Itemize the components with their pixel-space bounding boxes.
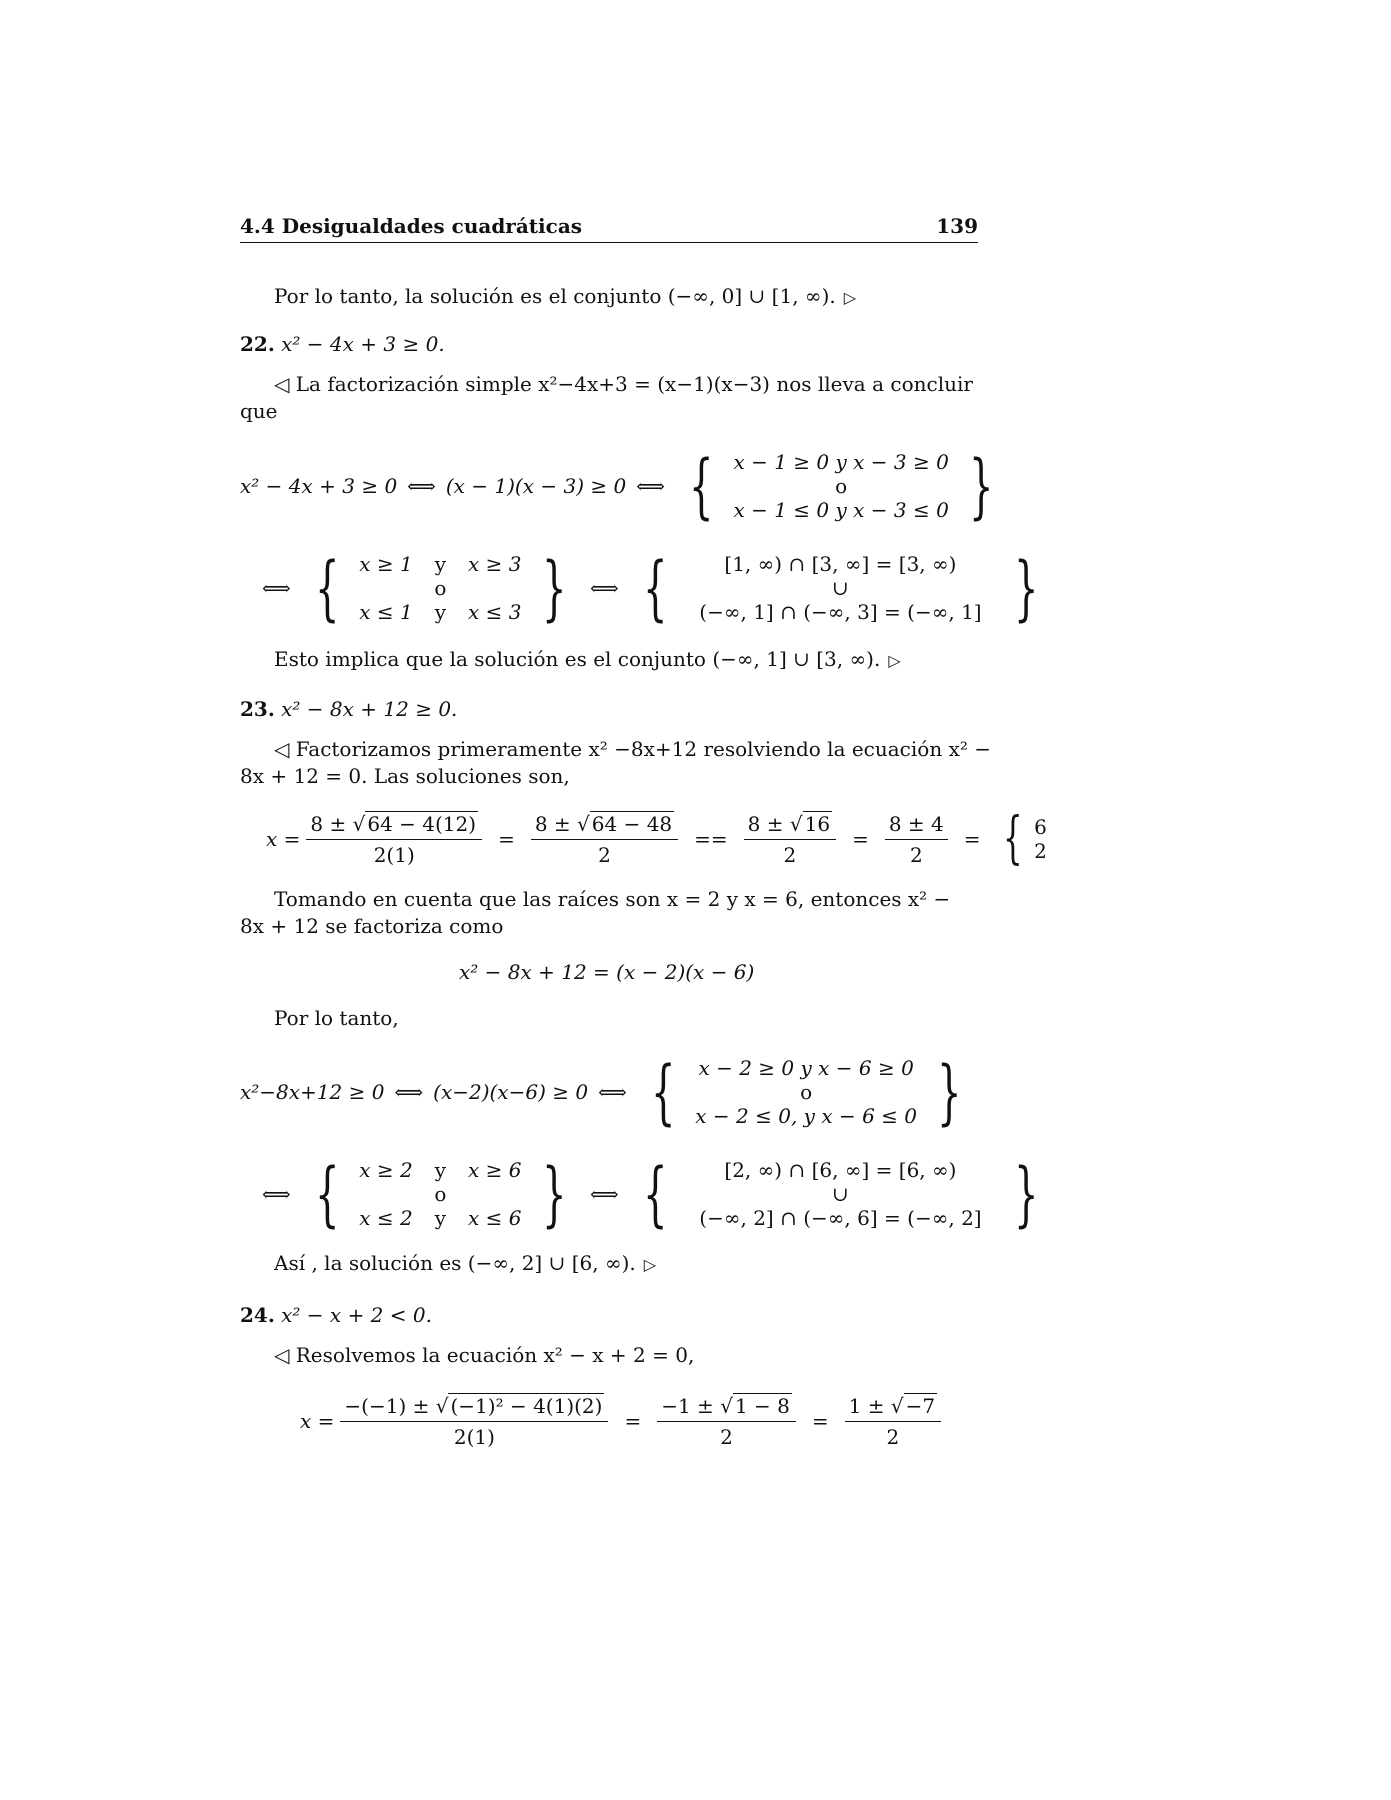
cases-block — [679, 445, 1003, 527]
end-proof-icon: ▷ — [888, 651, 901, 670]
problem-number: 23. — [240, 697, 275, 721]
right-brace-icon: } — [541, 547, 567, 629]
denominator: 2(1) — [373, 842, 415, 867]
interval-case: [1, ∞) ∩ [3, ∞] = [3, ∞) — [724, 552, 957, 576]
denominator: 2 — [598, 842, 611, 867]
numerator-prefix: −1 ± — [661, 1393, 721, 1418]
iff-symbol: ⟺ — [590, 576, 619, 600]
problem-inequality: x² − 8x + 12 ≥ 0. — [281, 697, 458, 721]
numerator-prefix: −(−1) ± — [344, 1393, 436, 1418]
interval-cases-block — [633, 1153, 1048, 1235]
case-2: x − 1 ≤ 0 y x − 3 ≤ 0 — [733, 498, 949, 522]
sqrt-icon: √ (−1)² − 4(1)(2) — [435, 1393, 603, 1418]
case-or: o — [835, 474, 848, 498]
sqrt-icon: √ −7 — [890, 1393, 936, 1418]
numerator-prefix: 8 ± — [310, 811, 353, 836]
section-title: 4.4 Desigualdades cuadráticas — [240, 214, 583, 238]
union-symbol: ∪ — [832, 1182, 849, 1206]
interval-case: (−∞, 2] ∩ (−∞, 6] = (−∞, 2] — [699, 1206, 982, 1230]
case-1: x − 2 ≥ 0 y x − 6 ≥ 0 — [698, 1056, 914, 1080]
fraction — [531, 812, 678, 867]
problem-number: 22. — [240, 332, 275, 356]
sqrt-icon: √ 16 — [789, 811, 831, 836]
start-proof-icon: ◁ — [274, 737, 290, 761]
case-2: x − 2 ≤ 0, y x − 6 ≤ 0 — [695, 1104, 918, 1128]
roots-block — [995, 806, 1051, 871]
sqrt-icon: √ 64 − 48 — [577, 811, 673, 836]
problem-23-lead — [240, 736, 991, 763]
problem-number: 24. — [240, 1303, 275, 1327]
factored-expression: x² − 8x + 12 = (x − 2)(x − 6) — [459, 960, 755, 984]
radicand: 1 − 8 — [734, 1393, 790, 1418]
case-cell: x ≤ 6 — [468, 1206, 522, 1230]
conclusion-text: Así , la solución es (−∞, 2] ∪ [6, ∞). — [274, 1251, 636, 1275]
radicand: 64 − 48 — [591, 811, 673, 836]
equals: == — [694, 827, 728, 851]
fraction — [885, 812, 948, 867]
problem-22-conclusion — [240, 646, 901, 674]
start-proof-icon: ◁ — [274, 372, 290, 396]
denominator: 2 — [720, 1424, 733, 1449]
sqrt-icon: √ 1 − 8 — [720, 1393, 790, 1418]
numerator: 8 ± 4 — [885, 812, 948, 840]
case-cell: x ≤ 2 — [359, 1206, 413, 1230]
intro-text: Por lo tanto, la solución es el conjunto (−∞, 0] ∪ [1, ∞). — [274, 284, 836, 308]
cases-block — [641, 1051, 972, 1133]
fraction — [657, 1394, 796, 1449]
left-brace-icon: { — [642, 1153, 668, 1235]
denominator: 2 — [886, 1424, 900, 1449]
iff-symbol: ⟺ — [636, 474, 665, 498]
case-cell: y — [434, 600, 447, 624]
radicand: (−1)² − 4(1)(2) — [450, 1393, 603, 1418]
cases-grid-block — [305, 1153, 576, 1235]
left-brace-icon: { — [314, 1153, 340, 1235]
math-lhs: x = — [300, 1409, 335, 1433]
root-value: 6 — [1034, 815, 1047, 839]
denominator: 2 — [783, 842, 797, 867]
case-cell: x ≤ 3 — [468, 600, 522, 624]
case-cell: x ≥ 1 — [359, 552, 413, 576]
problem-23-factored — [459, 959, 754, 986]
root-value: 2 — [1034, 839, 1047, 863]
problem-22-lead-cont: que — [240, 399, 278, 423]
iff-symbol: ⟺ — [407, 474, 436, 498]
left-brace-icon: { — [650, 1051, 676, 1133]
right-brace-icon: } — [968, 445, 994, 527]
conclusion-text: Esto implica que la solución es el conjunto (−∞, 1] ∪ [3, ∞). — [274, 647, 881, 671]
problem-23-roots-line-cont: 8x + 12 se factoriza como — [240, 914, 504, 938]
iff-symbol: ⟺ — [262, 1182, 291, 1206]
problem-23-therefore: Por lo tanto, — [274, 1006, 399, 1030]
problem-24-statement — [240, 1302, 432, 1329]
lead-text: Resolvemos la ecuación x² − x + 2 = 0, — [295, 1343, 695, 1367]
radicand: 16 — [804, 811, 831, 836]
right-brace-icon: } — [1013, 547, 1039, 629]
iff-symbol: ⟺ — [394, 1080, 424, 1104]
case-1: x − 1 ≥ 0 y x − 3 ≥ 0 — [733, 450, 949, 474]
fraction — [306, 812, 482, 867]
case-or: o — [434, 1182, 447, 1206]
case-or: o — [800, 1080, 813, 1104]
iff-symbol: ⟺ — [262, 576, 291, 600]
problem-23-conclusion — [240, 1250, 656, 1278]
math-lhs: x = — [266, 827, 301, 851]
numerator-prefix: 1 ± — [848, 1393, 891, 1418]
numerator-prefix: 8 ± — [747, 811, 790, 836]
interval-cases-block — [633, 547, 1048, 629]
left-brace-icon: { — [688, 445, 714, 527]
denominator: 2(1) — [453, 1424, 495, 1449]
math-lhs: x²−8x+12 ≥ 0 — [240, 1080, 385, 1104]
case-cell: x ≥ 2 — [359, 1158, 413, 1182]
problem-inequality: x² − x + 2 < 0. — [281, 1303, 432, 1327]
radicand: 64 − 4(12) — [367, 811, 477, 836]
fraction — [340, 1394, 608, 1449]
left-brace-icon: { — [314, 547, 340, 629]
numerator-prefix: 8 ± — [534, 811, 578, 836]
problem-24-lead — [240, 1342, 694, 1369]
equals: = — [498, 827, 515, 851]
right-brace-icon: } — [541, 1153, 567, 1235]
problem-23-statement — [240, 696, 457, 723]
fraction — [744, 812, 836, 867]
iff-symbol: ⟺ — [590, 1182, 619, 1206]
equals: = — [811, 1409, 829, 1433]
right-brace-icon: } — [1013, 1153, 1039, 1235]
case-cell: x ≤ 1 — [359, 600, 413, 624]
case-or: o — [434, 576, 447, 600]
interval-case: [2, ∞) ∩ [6, ∞] = [6, ∞) — [724, 1158, 957, 1182]
case-cell: x ≥ 3 — [468, 552, 522, 576]
denominator: 2 — [909, 842, 923, 867]
math-factored: (x − 1)(x − 3) ≥ 0 — [445, 474, 627, 498]
problem-22-equivalence-1 — [240, 444, 1007, 528]
union-symbol: ∪ — [832, 576, 849, 600]
sqrt-icon: √ 64 − 4(12) — [352, 811, 477, 836]
case-cell: y — [434, 1158, 447, 1182]
left-brace-icon: { — [1002, 806, 1023, 871]
math-factored: (x−2)(x−6) ≥ 0 — [433, 1080, 589, 1104]
lead-text: Factorizamos primeramente x² −8x+12 resolviendo la ecuación x² − — [295, 737, 991, 761]
problem-23-equivalence-2 — [252, 1152, 1052, 1236]
problem-22-lead — [240, 371, 973, 398]
problem-22-equivalence-2 — [252, 546, 1052, 630]
right-brace-icon: } — [937, 1051, 962, 1133]
left-brace-icon: { — [642, 547, 668, 629]
radicand: −7 — [905, 1393, 936, 1418]
fraction — [845, 1394, 941, 1449]
case-cell: x ≥ 6 — [468, 1158, 522, 1182]
problem-23-quadratic-formula — [266, 806, 1055, 872]
problem-23-lead-cont: 8x + 12 = 0. Las soluciones son, — [240, 764, 570, 788]
cases-grid-block — [305, 547, 576, 629]
page-number: 139 — [936, 214, 978, 238]
problem-23-equivalence-1 — [240, 1050, 976, 1134]
problem-22-statement — [240, 331, 445, 358]
lead-text: La factorización simple x²−4x+3 = (x−1)(x−3) nos lleva a concluir — [295, 372, 973, 396]
case-cell: y — [434, 1206, 447, 1230]
intro-paragraph — [240, 283, 856, 311]
equals: = — [624, 1409, 642, 1433]
math-lhs: x² − 4x + 3 ≥ 0 — [240, 474, 398, 498]
interval-case: (−∞, 1] ∩ (−∞, 3] = (−∞, 1] — [699, 600, 982, 624]
equals: = — [963, 827, 981, 851]
problem-inequality: x² − 4x + 3 ≥ 0. — [281, 332, 445, 356]
equals: = — [852, 827, 869, 851]
running-header — [240, 208, 978, 243]
iff-symbol: ⟺ — [598, 1080, 627, 1104]
problem-23-roots-line: Tomando en cuenta que las raíces son x = 2 y x = 6, entonces x² − — [274, 887, 951, 911]
case-cell: y — [434, 552, 447, 576]
end-proof-icon: ▷ — [843, 288, 857, 307]
problem-24-quadratic-formula — [300, 1388, 947, 1454]
start-proof-icon: ◁ — [274, 1343, 290, 1367]
end-proof-icon: ▷ — [643, 1255, 657, 1274]
